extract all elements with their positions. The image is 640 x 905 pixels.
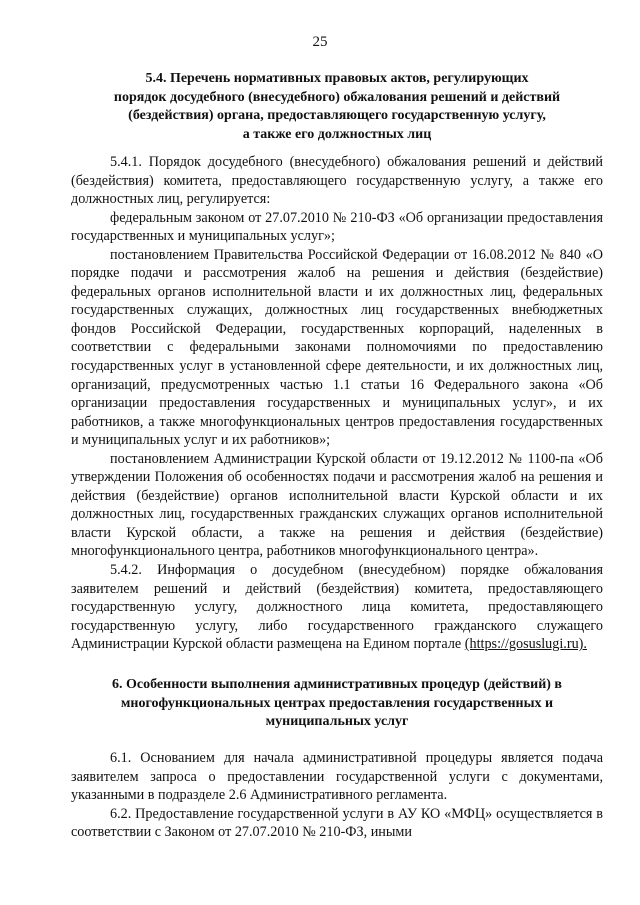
section-5-4-heading xyxy=(71,70,603,144)
paragraph-5-4-2 xyxy=(71,561,603,654)
paragraph-kursk-decree: постановлением Администрации Курской области от 19.12.2012 № 1100-па «Об утверждении Положения об особенностях подачи и рассмотрения жалоб на решения и действия (бездействие) органов исполнительной власти Курской области и их должностных лиц, государственных гражданских служащих органов исполнительной власти Курской области, а также на решения и действия (бездействие) многофункционального центра, работников многофункционального центра». xyxy=(71,450,603,560)
gosuslugi-link[interactable]: (https://gosuslugi.ru). xyxy=(464,636,587,653)
heading-line: порядок досудебного (внесудебного) обжалования решений и действий xyxy=(113,89,561,105)
section-6-heading xyxy=(71,676,603,732)
heading-line: (бездействия) органа, предоставляющего государственную услугу, xyxy=(128,108,546,124)
heading-line: 5.4. Перечень нормативных правовых актов, регулирующих xyxy=(145,71,529,86)
paragraph-5-4-1: 5.4.1. Порядок досудебного (внесудебного) обжалования решений и действий (бездействия) комитета, предоставляющего государственную услугу, а также его должностных лиц, регулируется: xyxy=(71,154,603,208)
heading-line: 6. Особенности выполнения административных процедур (действий) в xyxy=(112,677,562,692)
paragraph-6-1: 6.1. Основанием для начала административной процедуры является подача заявителем запроса о предоставлении государственной услуги с документами, указанными в подразделе 2.6 Административного регламента. xyxy=(71,750,603,804)
page-number: 25 xyxy=(312,34,328,50)
heading-line: многофункциональных центрах предоставления государственных и xyxy=(120,695,554,711)
paragraph-government-decree: постановлением Правительства Российской Федерации от 16.08.2012 № 840 «О порядке подачи и рассмотрения жалоб на решения и действия (бездействие) федеральных органов исполнительной власти и их должностных лиц, федеральных государственных служащих, должностных лиц государственных внебюджетных фондов Российской Федерации, государственных корпораций, наделенных в соответствии с федеральными законами полномочиями по предоставлению государственных услуг в установленной сфере деятельности, и их должностных лиц, организаций, предусмотренных частью 1.1 статьи 16 Федерального закона «Об организации предоставления государственных и муниципальных услуг», и их работников, а также многофункциональных центров предоставления государственных и муниципальных услуг и их работников»; xyxy=(71,246,603,449)
paragraph-5-4-2-text: 5.4.2. Информация о досудебном (внесудебном) порядке обжалования заявителем решений и действий (бездействия) комитета, предоставляющего государственную услугу, должностного лица комитета, предоставляющего государственную услугу, либо государственного гражданского служащего Администрации Курской области размещена на Едином портале xyxy=(71,562,603,653)
heading-line: а также его должностных лиц xyxy=(242,126,432,142)
paragraph-6-2: 6.2. Предоставление государственной услуги в АУ КО «МФЦ» осуществляется в соответствии с Законом от 27.07.2010 № 210-ФЗ, иными xyxy=(71,805,603,841)
heading-line: муниципальных услуг xyxy=(265,714,409,730)
paragraph-federal-law: федеральным законом от 27.07.2010 № 210-ФЗ «Об организации предоставления государственных и муниципальных услуг»; xyxy=(71,209,603,245)
section-5-4-body xyxy=(71,153,603,654)
section-6-body xyxy=(71,749,603,842)
